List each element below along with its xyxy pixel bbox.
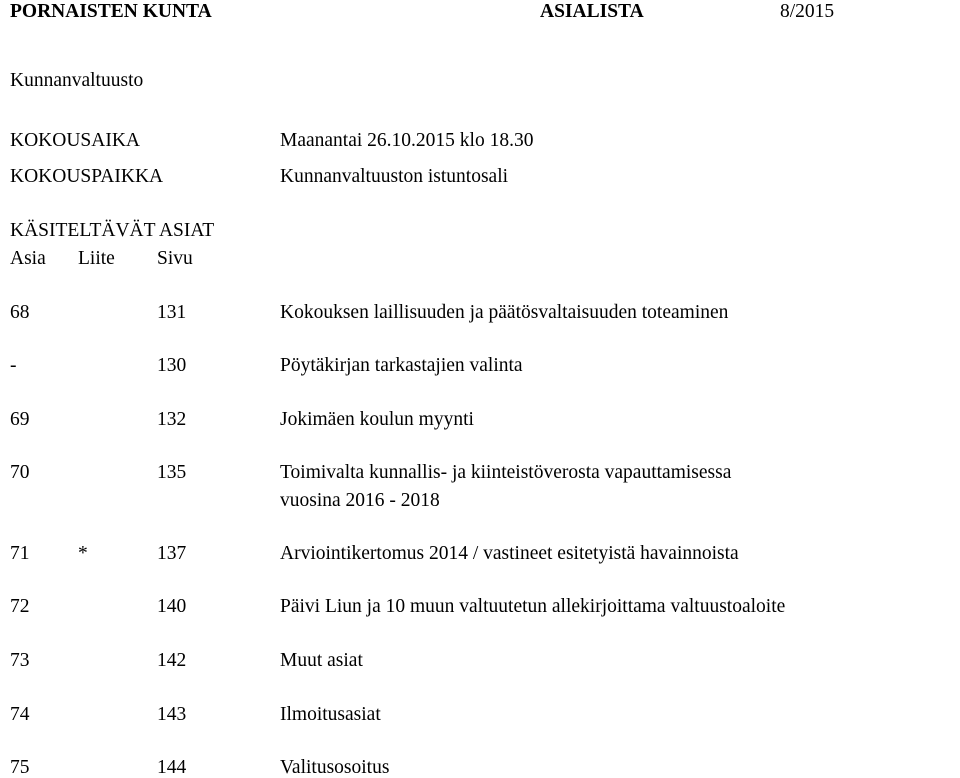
item-asia: 70 (10, 462, 30, 483)
item-liite: * (78, 543, 88, 564)
document-number: 8/2015 (780, 1, 835, 22)
agenda-heading: KÄSITELTÄVÄT ASIAT (10, 220, 215, 241)
item-sivu: 135 (157, 462, 187, 483)
item-title: Toimivalta kunnallis- ja kiinteistöverosta vapauttamisessa (280, 462, 732, 483)
meeting-place-label: KOKOUSPAIKKA (10, 166, 164, 187)
item-title: Arviointikertomus 2014 / vastineet esitetyistä havainnoista (280, 543, 739, 564)
municipality-name: PORNAISTEN KUNTA (10, 1, 212, 22)
item-asia: 75 (10, 757, 30, 778)
item-sivu: 142 (157, 650, 187, 671)
item-title: Valitusosoitus (280, 757, 390, 778)
item-title: Pöytäkirjan tarkastajien valinta (280, 355, 523, 376)
item-sivu: 143 (157, 704, 187, 725)
meeting-time-value: Maanantai 26.10.2015 klo 18.30 (280, 130, 534, 151)
item-sivu: 137 (157, 543, 187, 564)
item-title: Ilmoitusasiat (280, 704, 381, 725)
item-title: Jokimäen koulun myynti (280, 409, 474, 430)
column-header-asia: Asia (10, 248, 46, 269)
item-asia: 74 (10, 704, 30, 725)
item-sivu: 144 (157, 757, 187, 778)
meeting-time-label: KOKOUSAIKA (10, 130, 140, 151)
item-asia: 71 (10, 543, 30, 564)
item-title-continuation: vuosina 2016 - 2018 (280, 490, 440, 511)
column-header-sivu: Sivu (157, 248, 193, 269)
item-sivu: 130 (157, 355, 187, 376)
item-title: Päivi Liun ja 10 muun valtuutetun allekirjoittama valtuustoaloite (280, 596, 786, 617)
council-name: Kunnanvaltuusto (10, 70, 144, 91)
item-sivu: 132 (157, 409, 187, 430)
item-title: Kokouksen laillisuuden ja päätösvaltaisuuden toteaminen (280, 302, 729, 323)
meeting-place-value: Kunnanvaltuuston istuntosali (280, 166, 509, 187)
item-asia: 73 (10, 650, 30, 671)
column-header-liite: Liite (78, 248, 115, 269)
item-asia: - (10, 355, 17, 376)
item-asia: 69 (10, 409, 30, 430)
item-sivu: 140 (157, 596, 187, 617)
item-sivu: 131 (157, 302, 187, 323)
item-title: Muut asiat (280, 650, 363, 671)
document-type: ASIALISTA (540, 1, 644, 22)
item-asia: 68 (10, 302, 30, 323)
item-asia: 72 (10, 596, 30, 617)
